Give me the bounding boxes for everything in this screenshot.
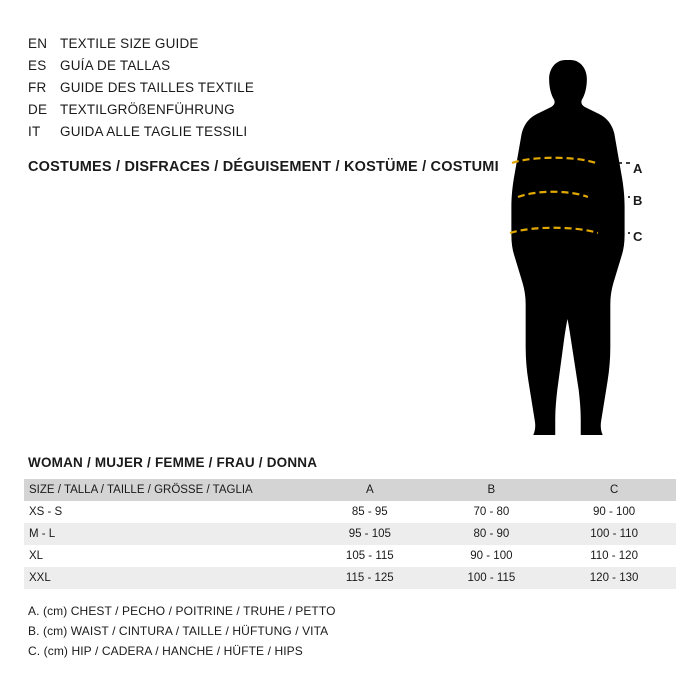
language-row (28, 36, 448, 58)
cell-a: 105 - 115 (345, 550, 394, 562)
language-title: GUIDE DES TAILLES TEXTILE (60, 80, 255, 95)
cell-b: 100 - 115 (467, 572, 516, 584)
cell-size: M - L (29, 528, 56, 540)
column-header-c: C (609, 484, 619, 496)
cell-c: 110 - 120 (590, 550, 638, 562)
cell-b: 90 - 100 (470, 550, 513, 562)
language-row (28, 124, 448, 146)
cell-size: XL (29, 550, 44, 562)
language-code: FR (28, 80, 47, 95)
language-row (28, 80, 448, 102)
language-code: EN (28, 36, 48, 51)
column-header-a: A (365, 484, 374, 496)
cell-size: XS - S (29, 506, 63, 518)
female-body-figure (470, 30, 670, 435)
column-header-size: SIZE / TALLA / TAILLE / GRÖSSE / TAGLIA (29, 484, 253, 496)
language-row (28, 58, 448, 80)
cell-a: 95 - 105 (348, 528, 391, 540)
size-table-block (24, 455, 676, 589)
cell-a: 85 - 95 (351, 506, 388, 518)
table-header-row (24, 479, 676, 501)
measure-label-b: B (633, 193, 643, 208)
table-row (24, 567, 676, 589)
note-waist: B. (cm) WAIST / CINTURA / TAILLE / HÜFTUNG / VITA (28, 624, 329, 638)
table-title: WOMAN / MUJER / FEMME / FRAU / DONNA (28, 455, 318, 470)
measure-label-c: C (633, 229, 643, 244)
language-code: IT (28, 124, 41, 139)
size-table (24, 479, 676, 589)
costumes-heading: COSTUMES / DISFRACES / DÉGUISEMENT / KOSTÜME / COSTUMI (28, 159, 499, 175)
cell-c: 100 - 110 (590, 528, 638, 540)
cell-a: 115 - 125 (345, 572, 394, 584)
cell-b: 70 - 80 (473, 506, 510, 518)
note-chest: A. (cm) CHEST / PECHO / POITRINE / TRUHE / PETTO (28, 604, 336, 618)
cell-size: XXL (29, 572, 51, 584)
cell-c: 90 - 100 (592, 506, 636, 518)
cell-b: 80 - 90 (473, 528, 510, 540)
note-hip: C. (cm) HIP / CADERA / HANCHE / HÜFTE / HIPS (28, 644, 303, 658)
column-header-b: B (487, 484, 496, 496)
measure-label-a: A (633, 161, 643, 176)
language-title: TEXTILE SIZE GUIDE (60, 36, 199, 51)
language-title: GUIDA ALLE TAGLIE TESSILI (60, 124, 248, 139)
table-row (24, 523, 676, 545)
table-row (24, 545, 676, 567)
language-row (28, 102, 448, 124)
language-list (28, 36, 448, 146)
cell-c: 120 - 130 (589, 572, 639, 584)
measurement-notes (28, 604, 336, 664)
language-title: TEXTILGRÖßENFÜHRUNG (60, 102, 235, 117)
language-code: ES (28, 58, 47, 73)
language-code: DE (28, 102, 48, 117)
language-title: GUÍA DE TALLAS (60, 58, 171, 73)
table-row (24, 501, 676, 523)
